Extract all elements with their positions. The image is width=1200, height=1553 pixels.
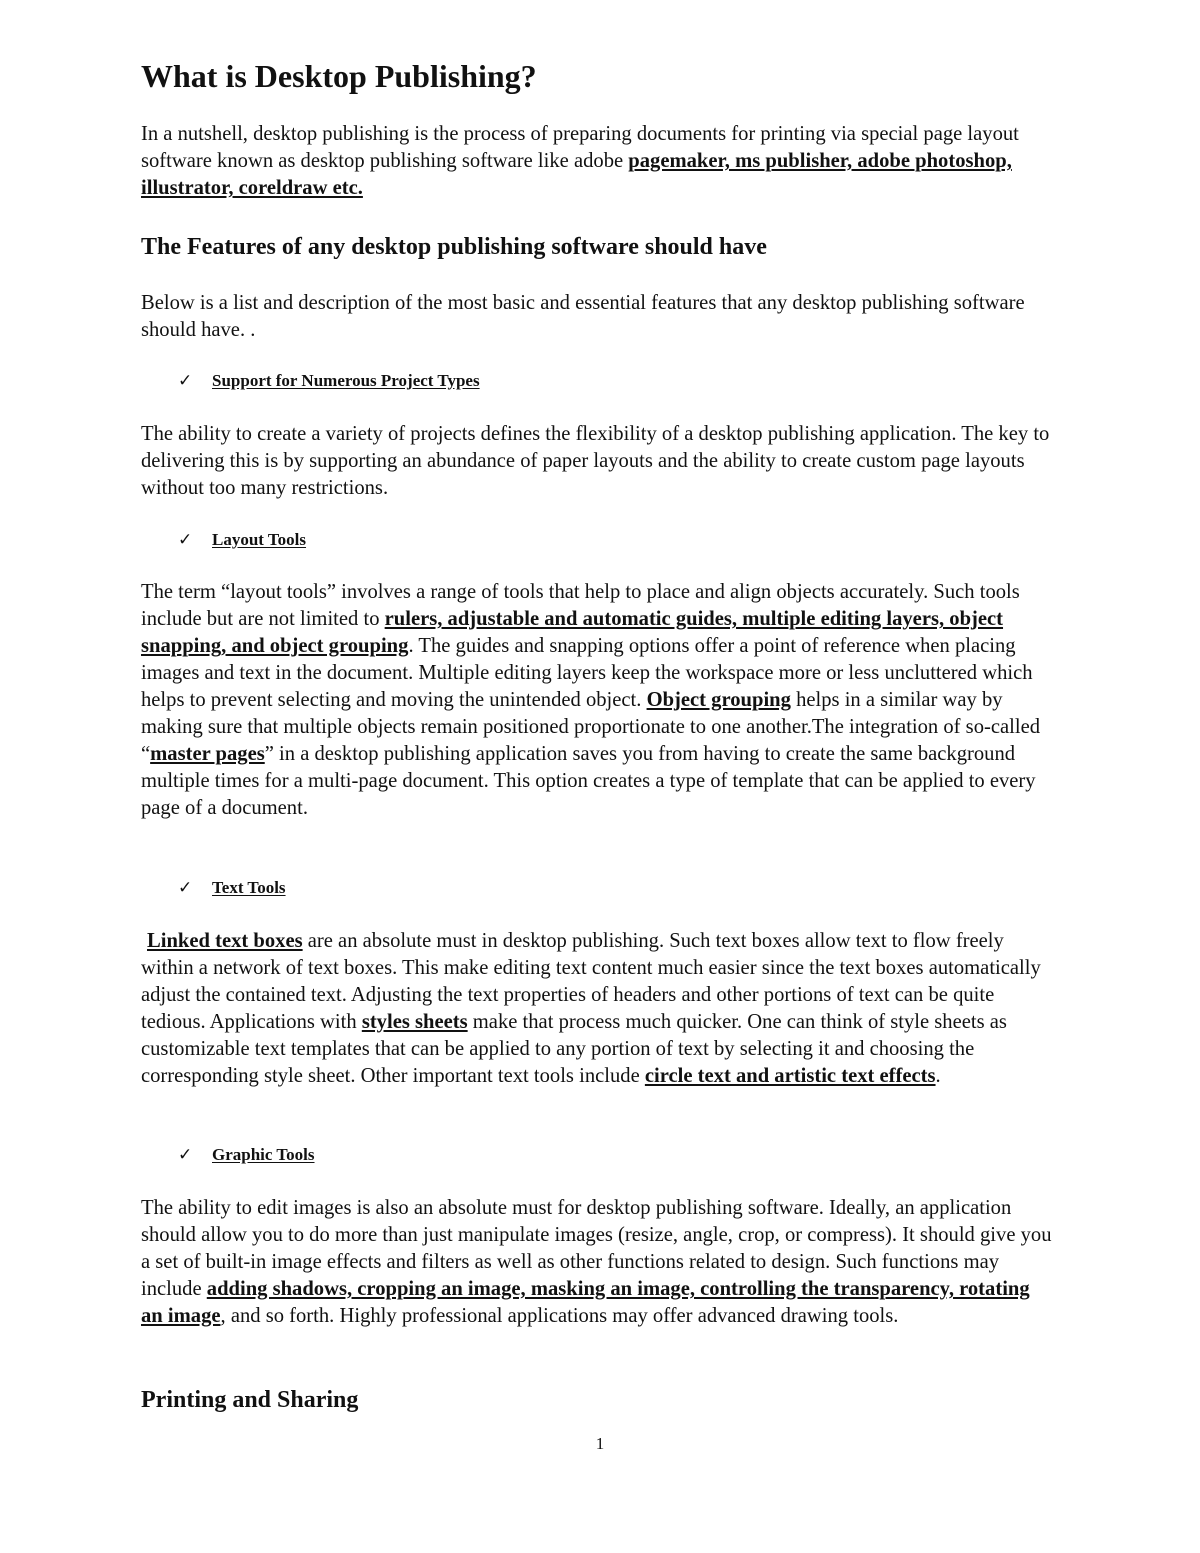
styles-sheets-link[interactable]: styles sheets [361, 1011, 468, 1033]
text-tools-text: . [935, 1065, 941, 1087]
checkmark-icon: ✓ [178, 878, 193, 897]
feature-label-graphic-tools[interactable]: Graphic Tools [212, 1145, 315, 1164]
features-intro-paragraph: Below is a list and description of the most basic and essential features that any desktop publishing software should have. . [141, 292, 1025, 341]
layout-tools-text: ” in a desktop publishing application saves you from having to create the same background multiple times for a multi-page document. This option creates a type of template that can be applied to every page of a document. [141, 743, 1036, 819]
layout-tools-link[interactable]: rulers, adjustable and automatic guides, multiple editing layers, object snapping, and object grouping [141, 608, 1004, 657]
graphic-tools-text: The ability to edit images is also an absolute must for desktop publishing software. Ideally, an application should allow you to do more than just manipulate images (resize, angle, crop, or compress). It should give you a set of built-in image effects and filters as well as other functions related to design. Such functions may include [141, 1197, 1052, 1300]
text-tools-paragraph [141, 928, 1056, 1090]
feature-item-project-types [178, 369, 480, 393]
object-grouping-link[interactable]: Object grouping [646, 689, 791, 711]
features-heading: The Features of any desktop publishing software should have [141, 234, 767, 260]
software-examples-link[interactable]: pagemaker, ms publisher, adobe photoshop, illustrator, coreldraw etc. [141, 150, 1012, 199]
document-title: What is Desktop Publishing? [141, 58, 537, 94]
feature-label-project-types[interactable]: Support for Numerous Project Types [212, 371, 480, 390]
feature-label-text-tools[interactable]: Text Tools [212, 878, 286, 897]
page-number: 1 [595, 1434, 605, 1453]
layout-tools-text: The term “layout tools” involves a range of tools that help to place and align objects accurately. Such tools include but are not limited to [141, 581, 1020, 630]
feature-item-layout-tools [178, 528, 306, 552]
intro-paragraph [141, 121, 1056, 202]
text-tools-text: make that process much quicker. One can think of style sheets as customizable text templates that can be applied to any portion of text by selecting it and choosing the corresponding style sheet. Other important text tools include [141, 1011, 1007, 1087]
intro-text: In a nutshell, desktop publishing is the process of preparing documents for printing via special page layout software known as desktop publishing software like adobe [141, 123, 1019, 172]
feature-item-graphic-tools [178, 1143, 315, 1167]
checkmark-icon: ✓ [178, 1145, 193, 1164]
layout-tools-text: . The guides and snapping options offer a point of reference when placing images and text in the document. Multiple editing layers keep the workspace more or less uncluttered which helps to prevent selecting and moving the unintended object. [141, 635, 1033, 711]
feature-label-layout-tools[interactable]: Layout Tools [212, 530, 307, 549]
text-tools-text: are an absolute must in desktop publishing. Such text boxes allow text to flow freely within a network of text boxes. This make editing text content much easier since the text boxes automatically adjust the contained text. Adjusting the text properties of headers and other portions of text can be quite tedious. Applications with [141, 930, 1041, 1033]
checkmark-icon: ✓ [178, 530, 193, 549]
feature-item-text-tools [178, 876, 286, 900]
circle-text-link[interactable]: circle text and artistic text effects [644, 1065, 936, 1087]
checkmark-icon: ✓ [178, 371, 193, 390]
layout-tools-paragraph [141, 579, 1056, 822]
project-types-paragraph: The ability to create a variety of projects defines the flexibility of a desktop publishing application. The key to delivering this is by supporting an abundance of paper layouts and the ability to create custom page layouts without too many restrictions. [141, 423, 1050, 499]
printing-heading: Printing and Sharing [141, 1387, 359, 1413]
graphic-tools-paragraph [141, 1195, 1056, 1330]
layout-tools-text: helps in a similar way by making sure that multiple objects remain positioned proportionate to one another.The integration of so-called “ [141, 689, 1041, 765]
graphic-tools-text: , and so forth. Highly professional applications may offer advanced drawing tools. [220, 1305, 899, 1327]
linked-text-boxes-link[interactable]: Linked text boxes [147, 930, 303, 952]
master-pages-link[interactable]: master pages [150, 743, 265, 765]
image-functions-link[interactable]: adding shadows, cropping an image, masking an image, controlling the transparency, rotating an image [141, 1278, 1030, 1327]
